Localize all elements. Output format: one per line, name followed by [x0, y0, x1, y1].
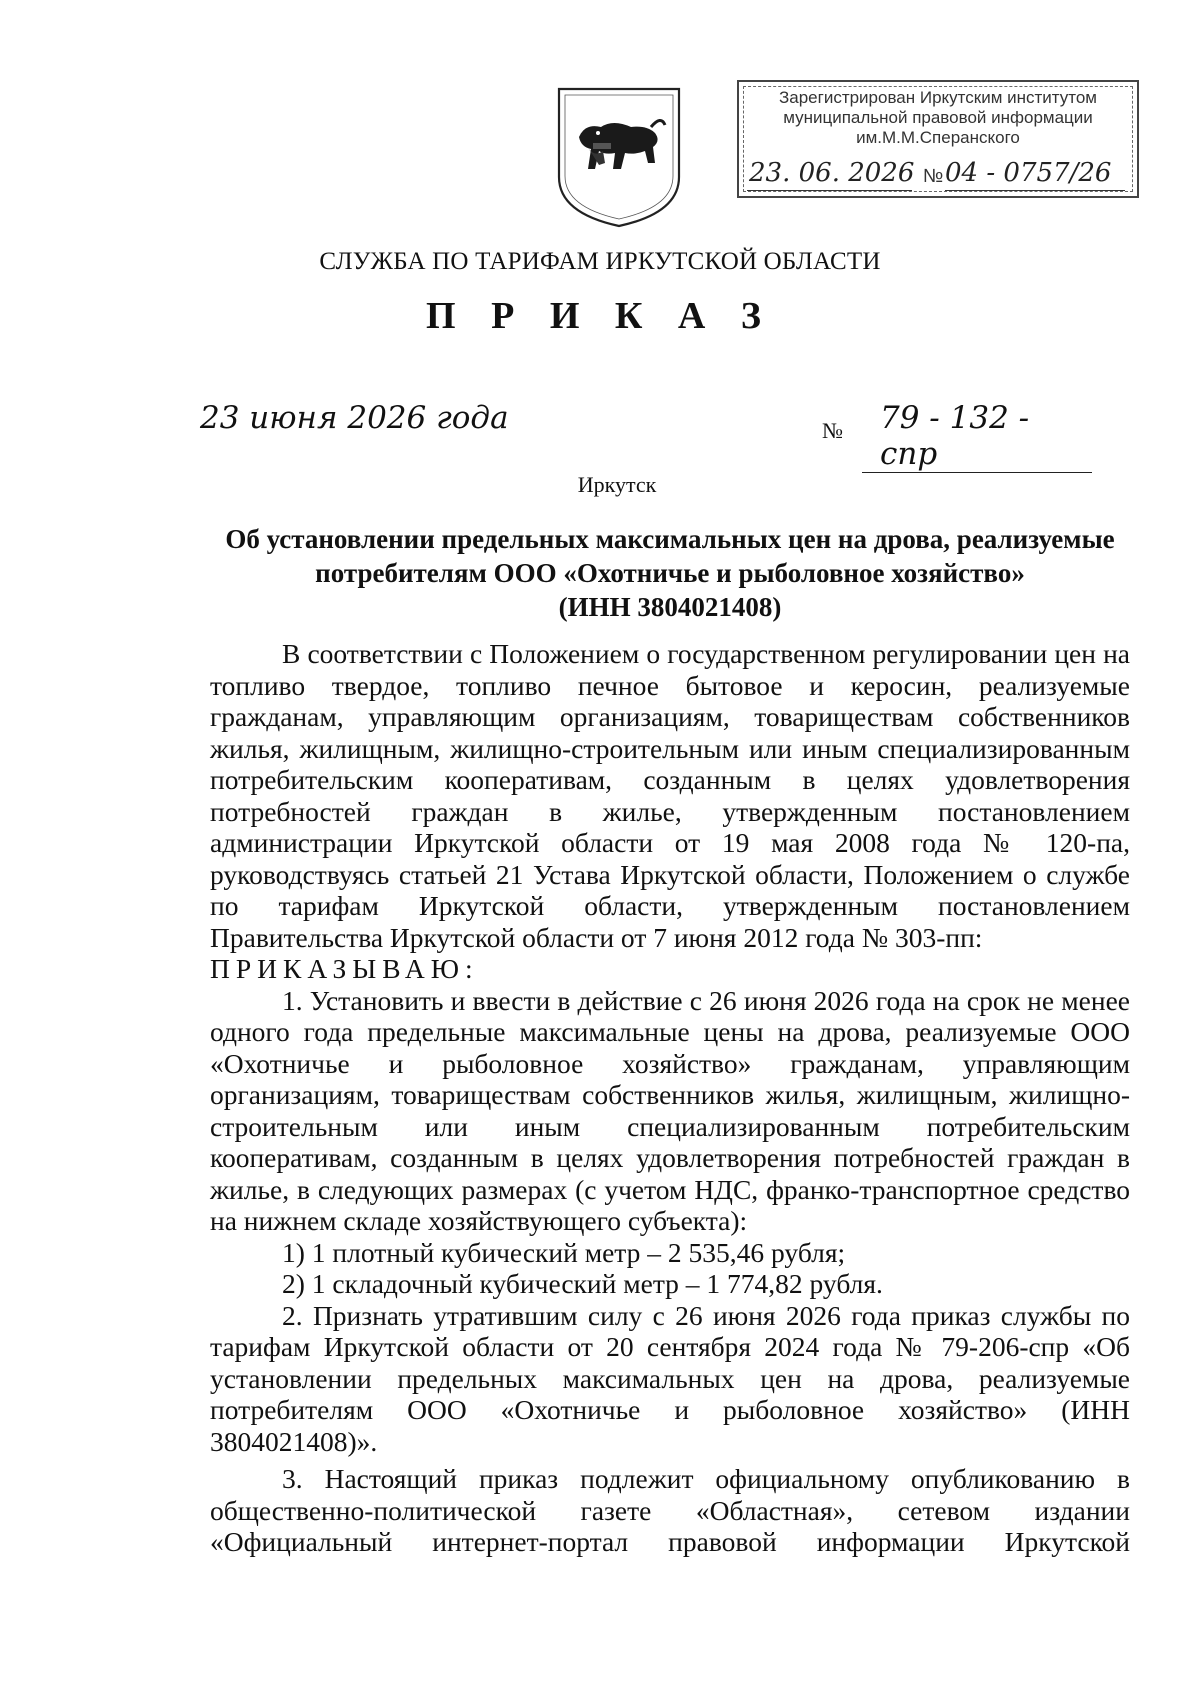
stamp-registration-date: 23. 06. 2026	[749, 158, 915, 188]
stamp-number-line	[945, 190, 1125, 191]
order-word: ПРИКАЗЫВАЮ:	[210, 953, 479, 984]
stamp-line-3: им.М.М.Сперанского	[856, 128, 1020, 147]
document-heading	[210, 522, 1130, 624]
item-2-paragraph: 2. Признать утратившим силу с 26 июня 2026 года приказ службы по тарифам Иркутской области от 20 сентября 2024 года № 79-206-спр «Об установлении предельных максимальных цен на дрова, реализуемые потребителям ООО «Охотничье и рыболовное хозяйство» (ИНН 3804021408)».	[210, 1299, 1130, 1457]
stamp-line-1: Зарегистрирован Иркутским институтом	[778, 88, 1097, 107]
agency-name: СЛУЖБА ПО ТАРИФАМ ИРКУТСКОЙ ОБЛАСТИ	[319, 248, 881, 275]
heading-line-2: потребителям ООО «Охотничье и рыболовное хозяйство»	[315, 558, 1025, 588]
registration-stamp	[737, 80, 1139, 198]
heading-line-3: (ИНН 3804021408)	[558, 592, 782, 622]
preamble-paragraph: В соответствии с Положением о государственном регулировании цен на топливо твердое, топливо печное бытовое и керосин, реализуемые гражданам, управляющим организациям, товариществам собственников жилья, жилищным, жилищно-строительным или иным специализированным потребительским кооперативам, созданным в целях удовлетворения потребностей граждан в жилье, утвержденным постановлением администрации Иркутской области от 19 мая 2008 года № 120-па, руководствуясь статьей 21 Устава Иркутской области, Положением о службе по тарифам Иркутской области, утвержденным постановлением Правительства Иркутской области от 7 июня 2012 года № 303-пп:	[210, 638, 1130, 953]
stamp-date-line	[747, 190, 912, 191]
item-3-paragraph: 3. Настоящий приказ подлежит официальному опубликованию в общественно-политической газете «Областная», сетевом издании «Официальный интернет-портал правовой информации Иркутской	[210, 1463, 1130, 1557]
order-date: 23 июня 2026 года	[200, 400, 509, 436]
heading-line-1: Об установлении предельных максимальных цен на дрова, реализуемые	[225, 524, 1115, 554]
order-number-sign: №	[822, 418, 843, 443]
order-number: 79 - 132 - спр	[862, 400, 1092, 473]
item-1-paragraph: 1. Установить и ввести в действие с 26 июня 2026 года на срок не менее одного года предельные максимальные цены на дрова, реализуемые ООО «Охотничье и рыболовное хозяйство» гражданам, управляющим организациям, товариществам собственников жилья, жилищным, жилищно-строительным или иным специализированным потребительским кооперативам, созданным в целях удовлетворения потребностей граждан в жилье, в следующих размерах (с учетом НДС, франко-транспортное средство на нижнем складе хозяйствующего субъекта):	[210, 984, 1130, 1236]
document-body	[210, 638, 1130, 1558]
stamp-line-2: муниципальной правовой информации	[783, 108, 1093, 127]
document-type-title: П Р И К А З	[426, 295, 774, 337]
price-line-dense-cubic-metre: 1) 1 плотный кубический метр – 2 535,46 рубля;	[282, 1236, 846, 1268]
stamp-number-sign: №	[923, 166, 944, 187]
stamp-registration-number: 04 - 0757/26	[945, 158, 1112, 188]
irkutsk-coat-of-arms-icon	[555, 85, 683, 230]
price-line-stacked-cubic-metre: 2) 1 складочный кубический метр – 1 774,82 рубля.	[282, 1268, 883, 1299]
city-name: Иркутск	[577, 472, 657, 497]
